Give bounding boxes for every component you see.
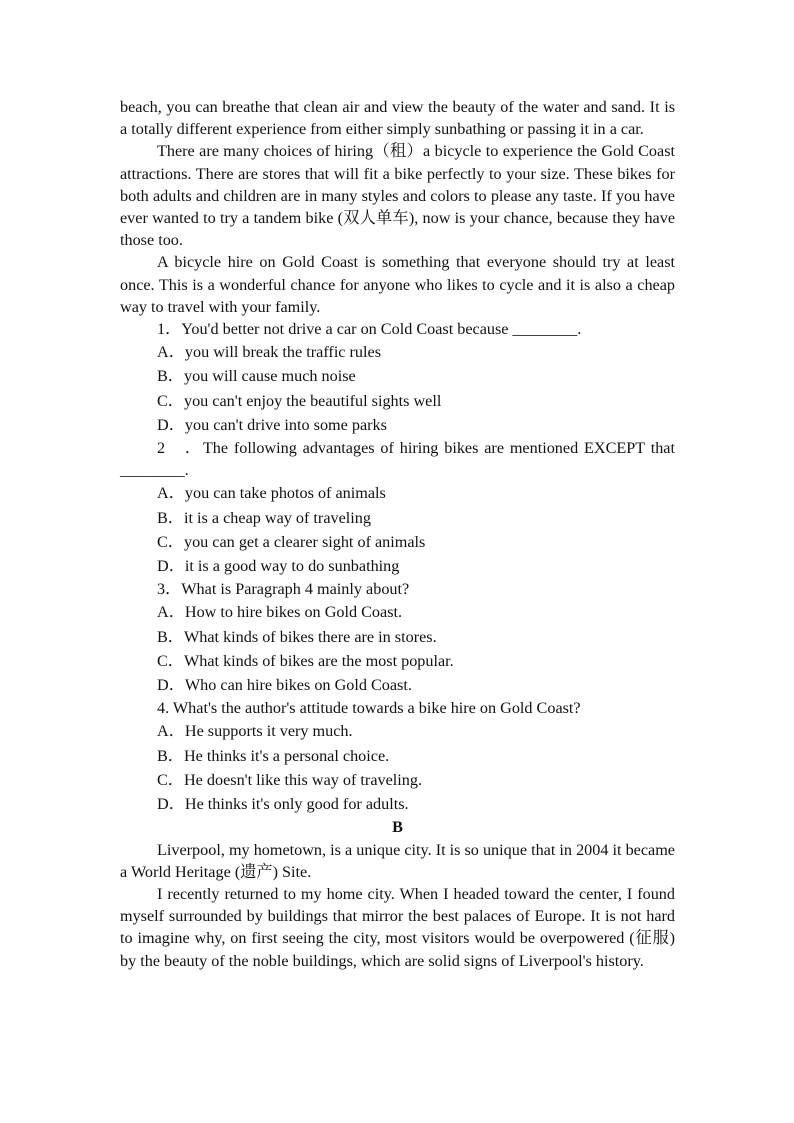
answer-option: C．He doesn't like this way of traveling. xyxy=(157,770,423,789)
answer-option: B．it is a cheap way of traveling xyxy=(157,508,371,527)
answer-option: A．How to hire bikes on Gold Coast. xyxy=(157,603,403,622)
passage-paragraph: I recently returned to my home city. When I headed toward the center, I found myself surrounded by buildings that mirror the best palaces of Europe. It is not hard to imagine why, on first seeing the city, most visitors would be overpowered (征服) by the beauty of the noble buildings, which are solid signs of Liverpool's history. xyxy=(120,884,675,970)
question-stem: 3．What is Paragraph 4 mainly about? xyxy=(157,580,410,599)
passage-paragraph: There are many choices of hiring（租）a bicycle to experience the Gold Coast attractions. There are stores that will fit a bike perfectly to your size. These bikes for both adults and children are in many styles and colors to please any taste. If you have ever wanted to try a tandem bike (双人单车), now is your chance, because they have those too. xyxy=(120,142,675,250)
answer-option: D．you can't drive into some parks xyxy=(157,415,387,434)
answer-option: A．you can take photos of animals xyxy=(157,484,386,503)
answer-option: B．He thinks it's a personal choice. xyxy=(157,746,390,765)
answer-option: A．He supports it very much. xyxy=(157,722,353,741)
passage-paragraph: Liverpool, my hometown, is a unique city. It is so unique that in 2004 it became a World Heritage (遗产) Site. xyxy=(120,840,675,881)
answer-option: A．you will break the traffic rules xyxy=(157,343,382,362)
question-stem: 1．You'd better not drive a car on Cold Coast because ________. xyxy=(157,320,582,339)
answer-option: B．you will cause much noise xyxy=(157,367,356,386)
question-3 xyxy=(120,578,675,697)
answer-option: C．What kinds of bikes are the most popular. xyxy=(157,651,454,670)
answer-option: C．you can get a clearer sight of animals xyxy=(157,532,426,551)
document-page xyxy=(120,96,675,972)
answer-option: C．you can't enjoy the beautiful sights well xyxy=(157,391,442,410)
passage-paragraph: A bicycle hire on Gold Coast is something that everyone should try at least once. This is a wonderful chance for anyone who likes to cycle and it is also a cheap way to travel with your family. xyxy=(120,253,675,316)
question-stem: 4. What's the author's attitude towards a bike hire on Gold Coast? xyxy=(157,699,581,718)
section-heading: B xyxy=(392,818,403,837)
answer-option: B．What kinds of bikes there are in stores. xyxy=(157,627,437,646)
answer-option: D．He thinks it's only good for adults. xyxy=(157,795,409,814)
question-1 xyxy=(120,318,675,437)
answer-option: D．it is a good way to do sunbathing xyxy=(157,557,400,576)
question-4 xyxy=(120,697,675,816)
passage-paragraph: beach, you can breathe that clean air and view the beauty of the water and sand. It is a totally different experience from either simply sunbathing or passing it in a car. xyxy=(120,98,675,139)
answer-option: D．Who can hire bikes on Gold Coast. xyxy=(157,676,412,695)
question-2 xyxy=(120,437,675,578)
question-stem: 2 ．The following advantages of hiring bikes are mentioned EXCEPT that ________. xyxy=(120,439,675,480)
